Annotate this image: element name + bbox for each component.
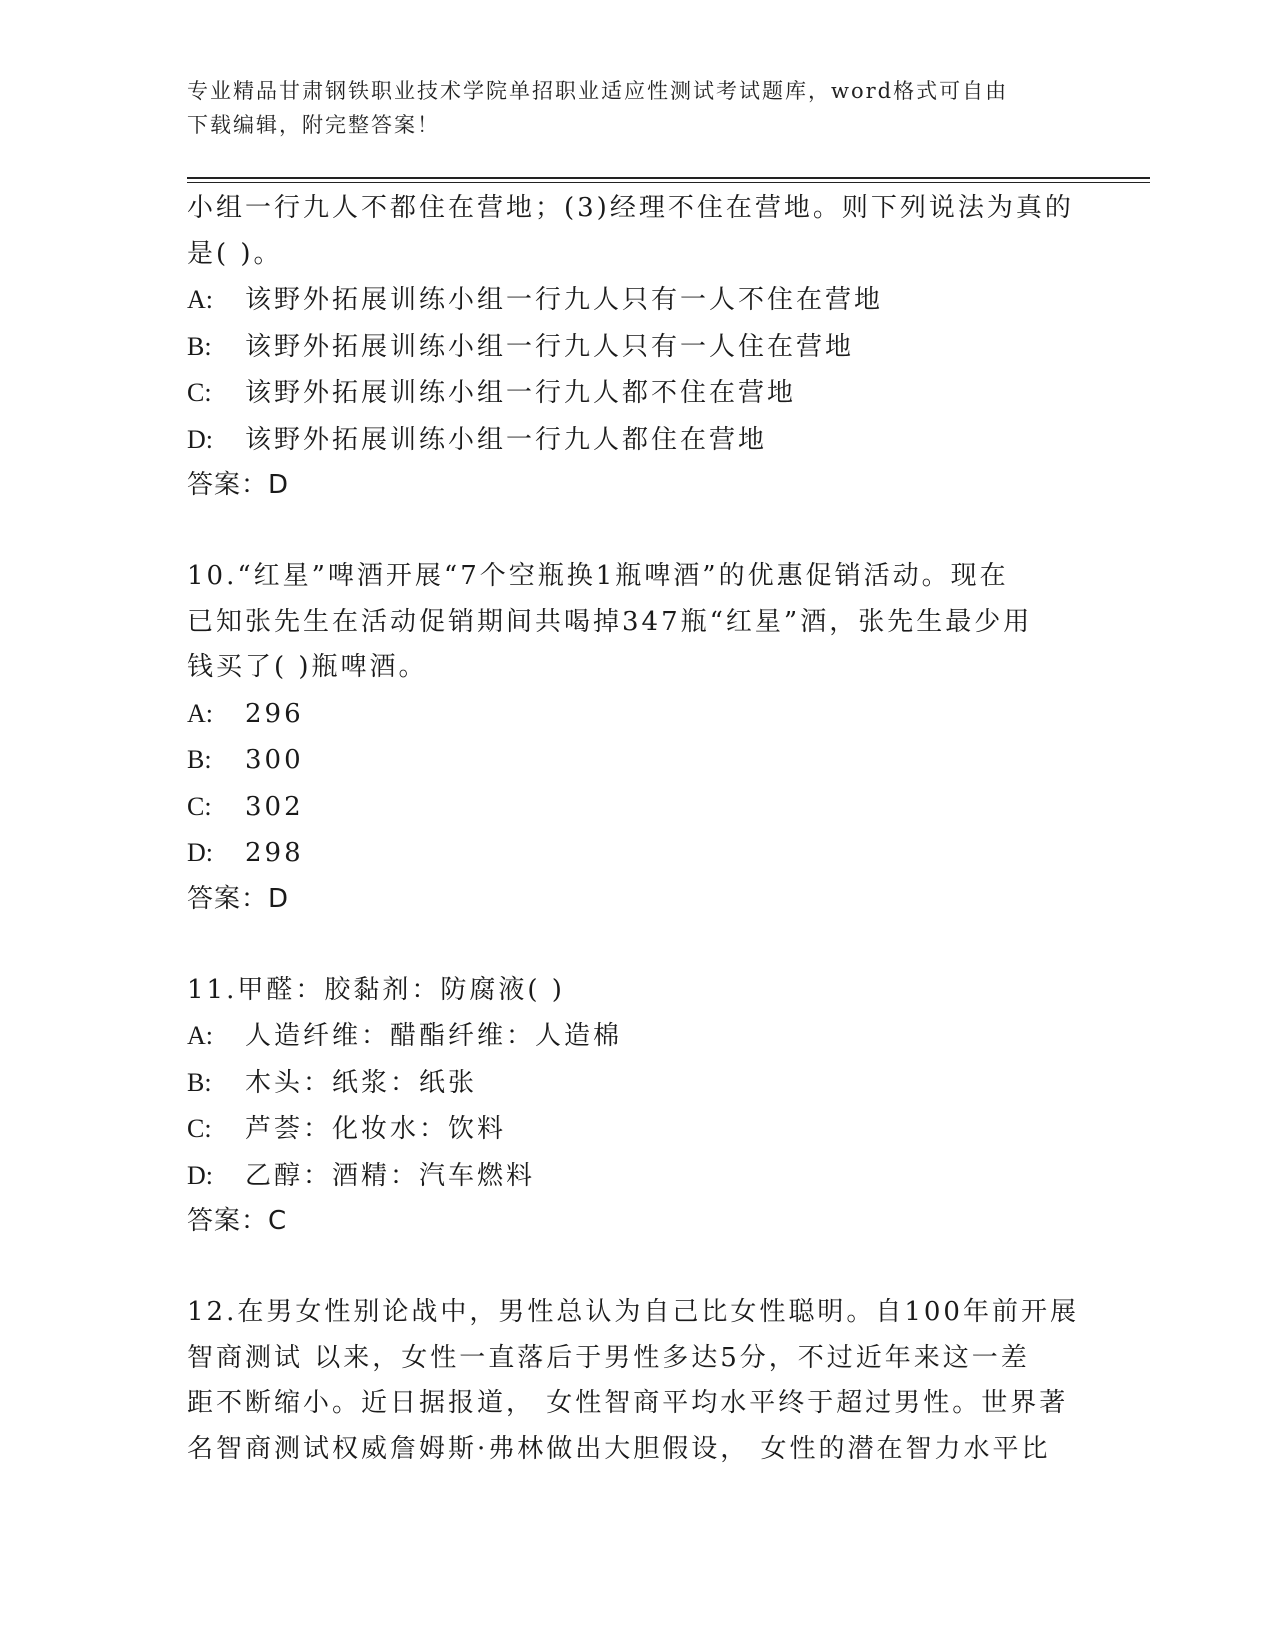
option-c: [187, 370, 1087, 417]
question-11: [187, 968, 1087, 1245]
answer-line: 答案：C: [187, 1206, 288, 1236]
option-letter: B:: [187, 1067, 212, 1097]
question-spacer: [187, 922, 1087, 968]
question-stem-line: 12.在男女性别论战中，男性总认为自己比女性聪明。自100年前开展: [187, 1297, 1079, 1327]
option-letter: B:: [187, 745, 212, 774]
question-spacer: [187, 1245, 1087, 1291]
option-b: [187, 737, 1087, 784]
question-10: [187, 554, 1087, 922]
option-text: 乙醇：酒精：汽车燃料: [245, 1160, 536, 1191]
header-divider-thick: [187, 177, 1150, 179]
option-text: 木头：纸浆：纸张: [245, 1067, 478, 1098]
header-line-2: 下载编辑，附完整答案！: [187, 113, 440, 137]
question-stem-line: 小组一行九人不都住在营地；(3)经理不住在营地。则下列说法为真的: [187, 193, 1074, 223]
answer-line: 答案：D: [187, 470, 290, 500]
option-text: 该野外拓展训练小组一行九人只有一人住在营地: [245, 331, 855, 362]
page-header: [187, 74, 1067, 142]
option-text: 该野外拓展训练小组一行九人都住在营地: [245, 424, 768, 455]
option-text: 298: [245, 838, 304, 868]
question-stem-line: 智商测试 以来，女性一直落后于男性多达5分，不过近年来这一差: [187, 1342, 1030, 1373]
option-letter: C:: [187, 791, 212, 821]
option-a: [187, 691, 1087, 738]
option-text: 296: [245, 698, 304, 729]
question-stem-line: 距不断缩小。近日据报道， 女性智商平均水平终于超过男性。世界著: [187, 1388, 1069, 1418]
option-a: [187, 277, 1087, 324]
question-12: [187, 1290, 1087, 1472]
option-d: [187, 1153, 1087, 1200]
option-letter: C:: [187, 378, 212, 407]
question-stem-line: 名智商测试权威詹姆斯·弗林做出大胆假设， 女性的潜在智力水平比: [187, 1433, 1051, 1464]
question-stem-line: 已知张先生在活动促销期间共喝掉347瓶“红星”酒，张先生最少用: [187, 606, 1033, 637]
question-stem-line: 是( )。: [187, 238, 283, 269]
option-text: 该野外拓展训练小组一行九人只有一人不住在营地: [245, 285, 884, 315]
option-b: [187, 1060, 1087, 1107]
option-d: [187, 417, 1087, 464]
question-stem-line: 10.“红星”啤酒开展“7个空瓶换1瓶啤酒”的优惠促销活动。现在: [187, 561, 1009, 591]
option-b: [187, 324, 1087, 371]
option-text: 该野外拓展训练小组一行九人都不住在营地: [245, 378, 797, 408]
option-a: [187, 1013, 1087, 1060]
header-divider-thin: [187, 182, 1150, 183]
option-text: 人造纤维：醋酯纤维：人造棉: [245, 1021, 623, 1051]
option-text: 300: [245, 745, 304, 775]
option-letter: A:: [187, 698, 213, 728]
question-content: [187, 186, 1087, 1472]
option-letter: A:: [187, 285, 213, 314]
option-c: [187, 1106, 1087, 1153]
option-c: [187, 784, 1087, 831]
option-text: 芦荟：化妆水：饮料: [245, 1114, 507, 1144]
question-spacer: [187, 509, 1087, 555]
header-line-1: 专业精品甘肃钢铁职业技术学院单招职业适应性测试考试题库，word格式可自由: [187, 79, 1009, 103]
option-letter: A:: [187, 1021, 213, 1050]
option-letter: C:: [187, 1114, 212, 1143]
question-stem-line: 钱买了( )瓶啤酒。: [187, 652, 428, 682]
option-letter: D:: [187, 838, 213, 867]
answer-line: 答案：D: [187, 883, 290, 914]
question-stem-line: 11.甲醛：胶黏剂：防腐液( ): [187, 974, 565, 1005]
option-letter: D:: [187, 1160, 213, 1190]
question-9: [187, 186, 1087, 509]
option-letter: D:: [187, 424, 213, 454]
option-letter: B:: [187, 331, 212, 361]
option-d: [187, 830, 1087, 877]
option-text: 302: [245, 791, 304, 822]
